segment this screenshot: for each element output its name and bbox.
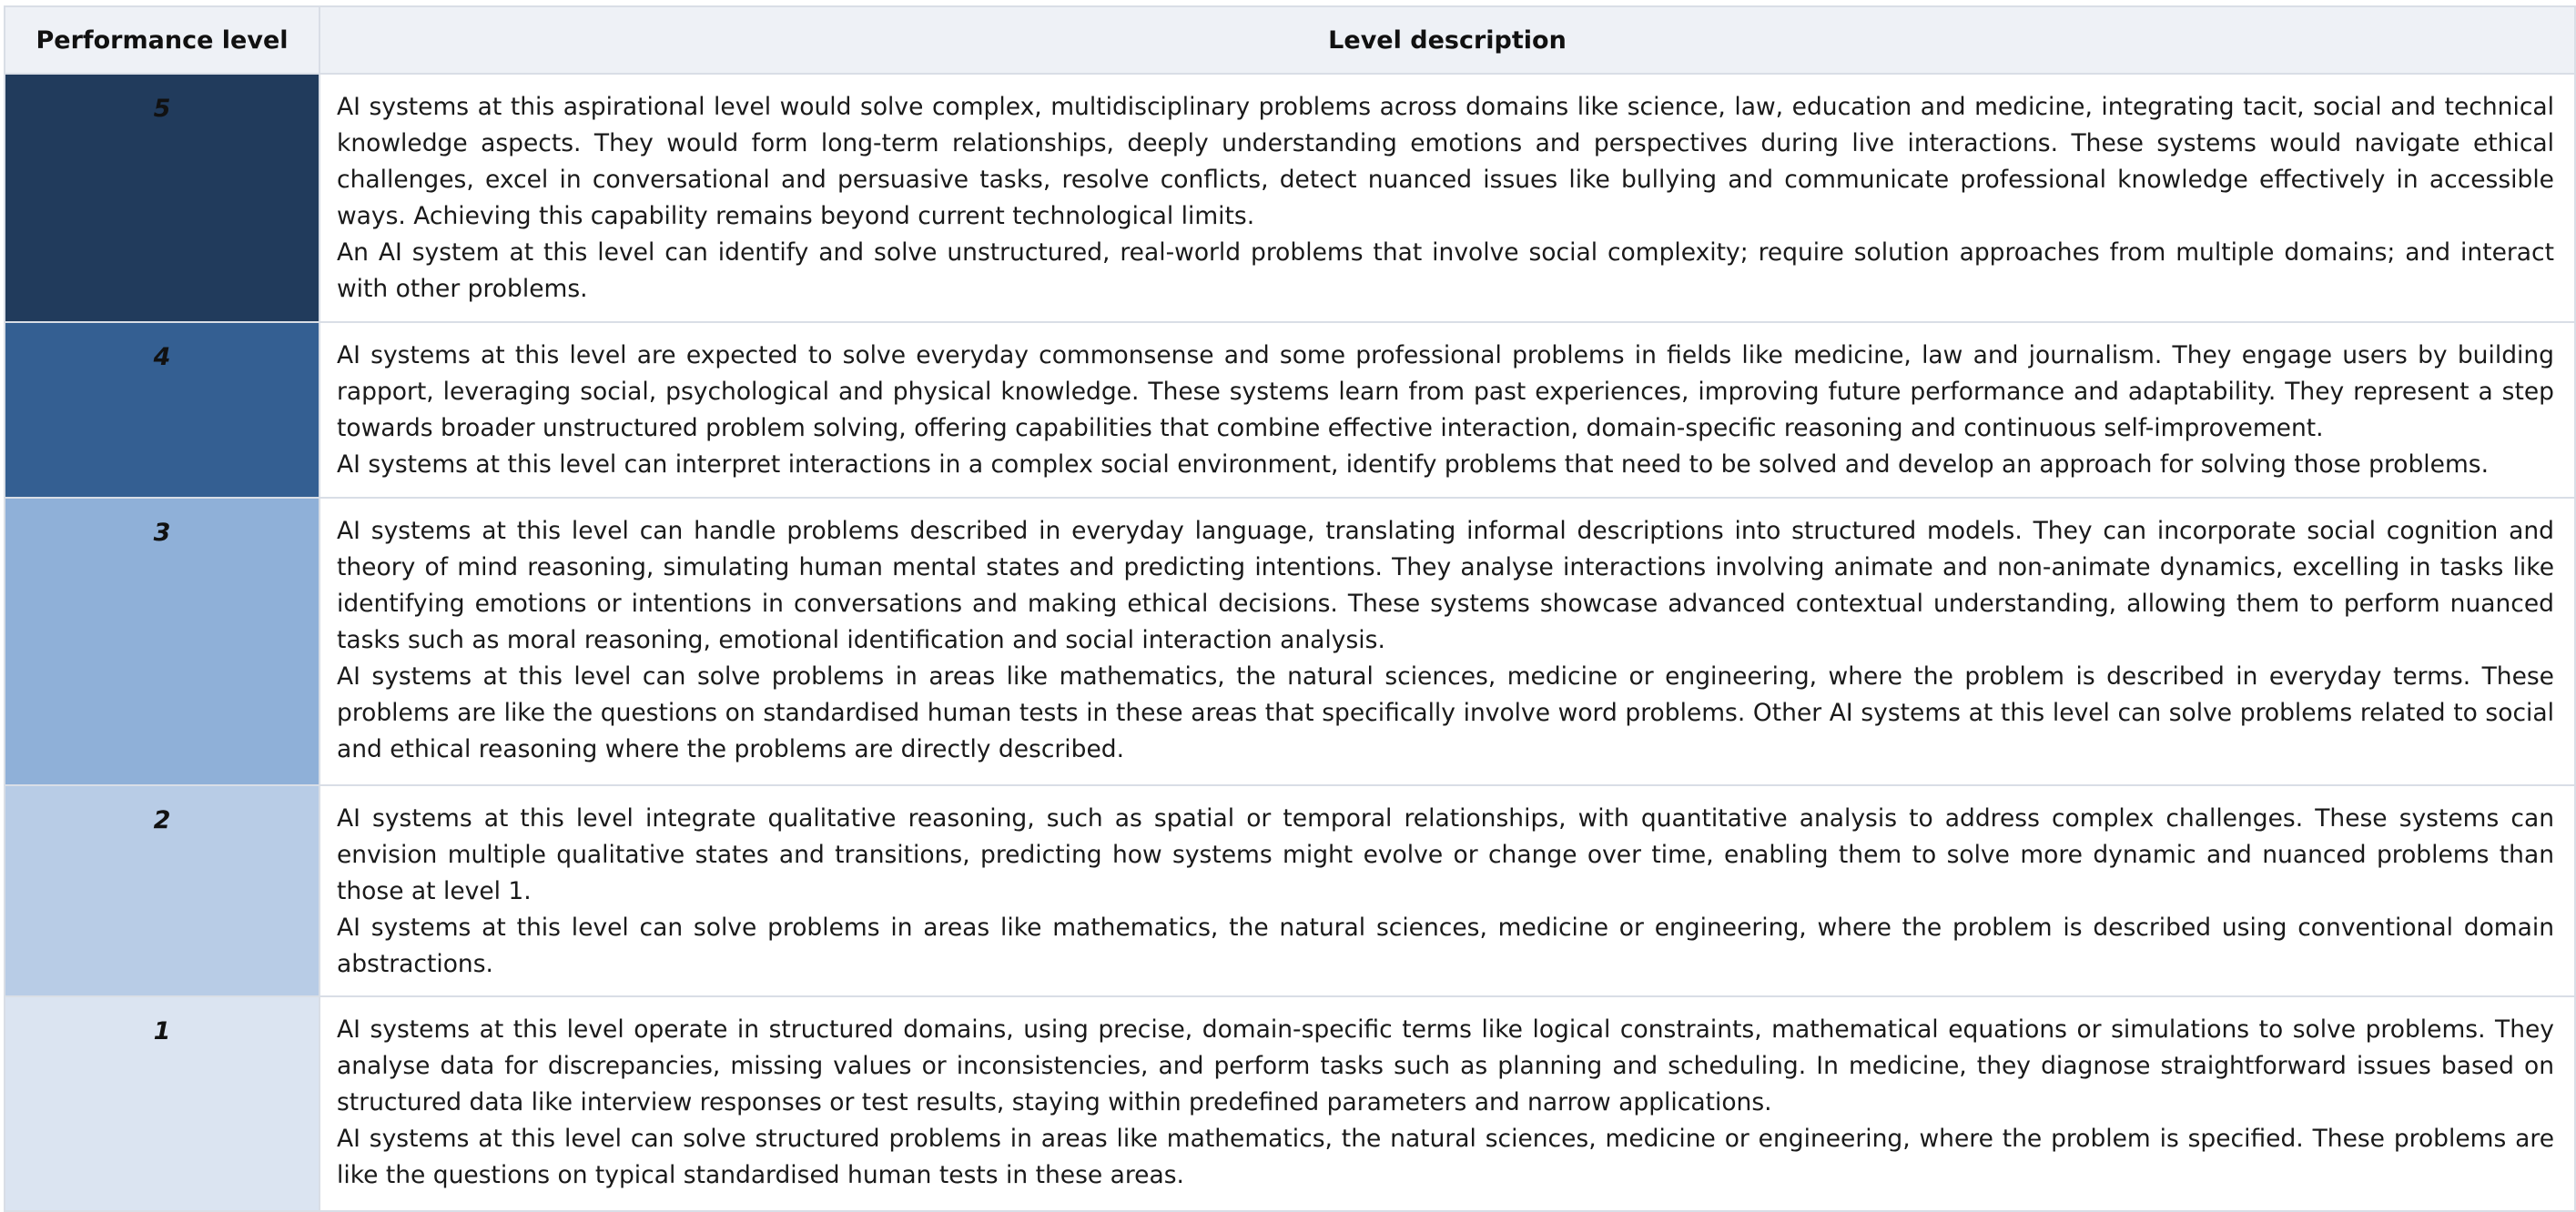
level-cell: 1 bbox=[5, 996, 319, 1211]
level-cell: 3 bbox=[5, 498, 319, 785]
level-cell: 5 bbox=[5, 74, 319, 322]
description-paragraph: AI systems at this level can handle problems described in everyday language, translating informal descriptions into structured models. They can incorporate social cognition and theory of mind reasoning, simulating human mental states and predicting intentions. They analyse interactions involving animate and non-animate dynamics, excelling in tasks like identifying emotions or intentions in conversations and making ethical decisions. These systems showcase advanced contextual understanding, allowing them to perform nuanced tasks such as moral reasoning, emotional identification and social interaction analysis. bbox=[337, 517, 2554, 654]
table-row-level-2 bbox=[5, 785, 2575, 996]
table-row-level-1 bbox=[5, 996, 2575, 1211]
description-paragraph: AI systems at this level operate in structured domains, using precise, domain-specific terms like logical constraints, mathematical equations or simulations to solve problems. They analyse data for discrepancies, missing values or inconsistencies, and perform tasks such as planning and scheduling. In medicine, they diagnose straightforward issues based on structured data like interview responses or test results, staying within predefined parameters and narrow applications. bbox=[337, 1015, 2554, 1116]
level-cell: 2 bbox=[5, 785, 319, 996]
performance-levels-table bbox=[4, 5, 2576, 1212]
table-row-level-4 bbox=[5, 322, 2575, 498]
description-cell bbox=[319, 996, 2575, 1211]
description-cell bbox=[319, 74, 2575, 322]
description-paragraph: AI systems at this level can interpret interactions in a complex social environment, identify problems that need to be solved and develop an approach for solving those problems. bbox=[337, 450, 2490, 479]
description-paragraph: AI systems at this level can solve structured problems in areas like mathematics, the natural sciences, medicine or engineering, where the problem is specified. These problems are like the questions on typical standardised human tests in these areas. bbox=[337, 1125, 2554, 1189]
table-row-level-3 bbox=[5, 498, 2575, 785]
column-header-level-description: Level description bbox=[319, 6, 2575, 74]
table-body bbox=[5, 74, 2575, 1211]
table-row-level-5 bbox=[5, 74, 2575, 322]
header-row bbox=[5, 6, 2575, 74]
description-paragraph: AI systems at this aspirational level would solve complex, multidisciplinary problems across domains like science, law, education and medicine, integrating tacit, social and technical knowledge aspects. They would form long-term relationships, deeply understanding emotions and perspectives during live interactions. These systems would navigate ethical challenges, excel in conversational and persuasive tasks, resolve conflicts, detect nuanced issues like bullying and communicate professional knowledge effectively in accessible ways. Achieving this capability remains beyond current technological limits. bbox=[337, 93, 2554, 230]
description-paragraph: AI systems at this level can solve problems in areas like mathematics, the natural sciences, medicine or engineering, where the problem is described in everyday terms. These problems are like the questions on standardised human tests in these areas that specifically involve word problems. Other AI systems at this level can solve problems related to social and ethical reasoning where the problems are directly described. bbox=[337, 662, 2554, 763]
description-cell bbox=[319, 498, 2575, 785]
table-header bbox=[5, 6, 2575, 74]
column-header-performance-level: Performance level bbox=[5, 6, 319, 74]
description-cell bbox=[319, 322, 2575, 498]
description-paragraph: AI systems at this level are expected to solve everyday commonsense and some professional problems in fields like medicine, law and journalism. They engage users by building rapport, leveraging social, psychological and physical knowledge. These systems learn from past experiences, improving future performance and adaptability. They represent a step towards broader unstructured problem solving, offering capabilities that combine effective interaction, domain-specific reasoning and continuous self-improvement. bbox=[337, 341, 2554, 442]
description-cell bbox=[319, 785, 2575, 996]
description-paragraph: An AI system at this level can identify and solve unstructured, real-world problems that involve social complexity; require solution approaches from multiple domains; and interact with other problems. bbox=[337, 238, 2554, 303]
description-paragraph: AI systems at this level integrate qualitative reasoning, such as spatial or temporal relationships, with quantitative analysis to address complex challenges. These systems can envision multiple qualitative states and transitions, predicting how systems might evolve or change over time, enabling them to solve more dynamic and nuanced problems than those at level 1. bbox=[337, 804, 2554, 905]
level-cell: 4 bbox=[5, 322, 319, 498]
description-paragraph: AI systems at this level can solve problems in areas like mathematics, the natural sciences, medicine or engineering, where the problem is described using conventional domain abstractions. bbox=[337, 914, 2554, 978]
